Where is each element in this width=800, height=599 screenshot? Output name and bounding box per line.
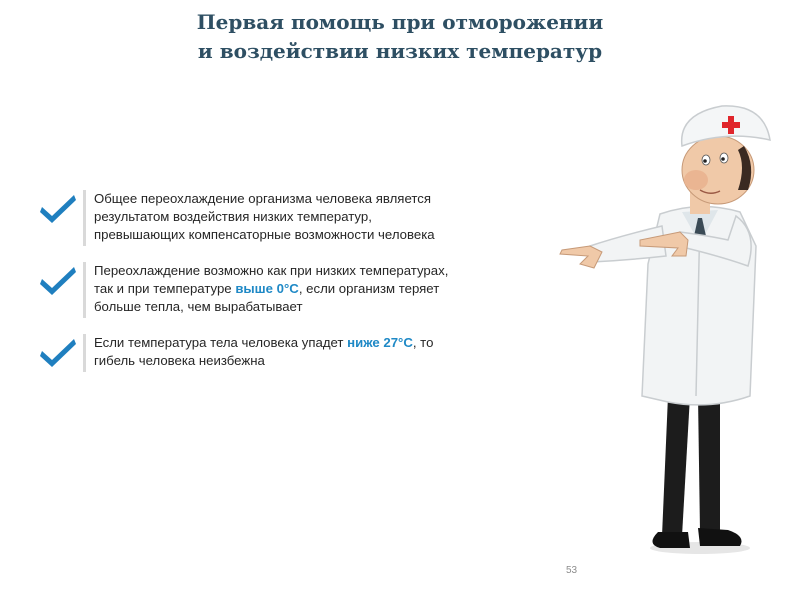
- bullet-item-3: [40, 334, 520, 372]
- bullet-1-line-1: Общее переохлаждение организма человека является: [94, 191, 431, 206]
- bullet-3-text-a: Если температура тела человека упадет: [94, 335, 348, 350]
- checkmark-icon: [40, 192, 78, 224]
- checkmark-icon: [40, 336, 78, 368]
- bullet-3-highlight: ниже 27°С: [347, 335, 413, 350]
- slide-title: [0, 8, 800, 66]
- bullet-2-highlight: выше 0°С: [235, 281, 299, 296]
- bullet-1-line-2: результатом воздействия низких температур,: [94, 209, 372, 224]
- page-number: 53: [566, 565, 578, 576]
- bullet-2-text-a: так и при температуре: [94, 281, 236, 296]
- slide-title-line-2: и воздействии низких температур: [197, 39, 603, 63]
- checkmark-icon: [40, 264, 78, 296]
- bullet-1-line-3: превышающих компенсаторные возможности человека: [94, 227, 435, 242]
- doctor-illustration: [550, 96, 790, 562]
- bullet-2-text-b: , если организм теряет: [298, 281, 440, 296]
- bullet-item-2: [40, 262, 520, 318]
- bullet-2-line-1: Переохлаждение возможно как при низких температурах,: [94, 263, 449, 278]
- bullet-divider: [83, 334, 86, 372]
- bullet-divider: [83, 190, 86, 246]
- bullet-text-2: [94, 262, 524, 316]
- bullet-3-line-2: гибель человека неизбежна: [94, 353, 265, 368]
- bullet-item-1: [40, 190, 520, 246]
- bullet-text-3: [94, 334, 524, 370]
- slide-title-line-1: Первая помощь при отморожении: [196, 10, 604, 34]
- bullet-3-text-b: , то: [412, 335, 434, 350]
- bullet-2-line-3: больше тепла, чем вырабатывает: [94, 299, 303, 314]
- bullet-3-line-1: [94, 334, 524, 352]
- bullet-2-line-2: [94, 280, 524, 298]
- bullet-text-1: [94, 190, 524, 244]
- bullet-divider: [83, 262, 86, 318]
